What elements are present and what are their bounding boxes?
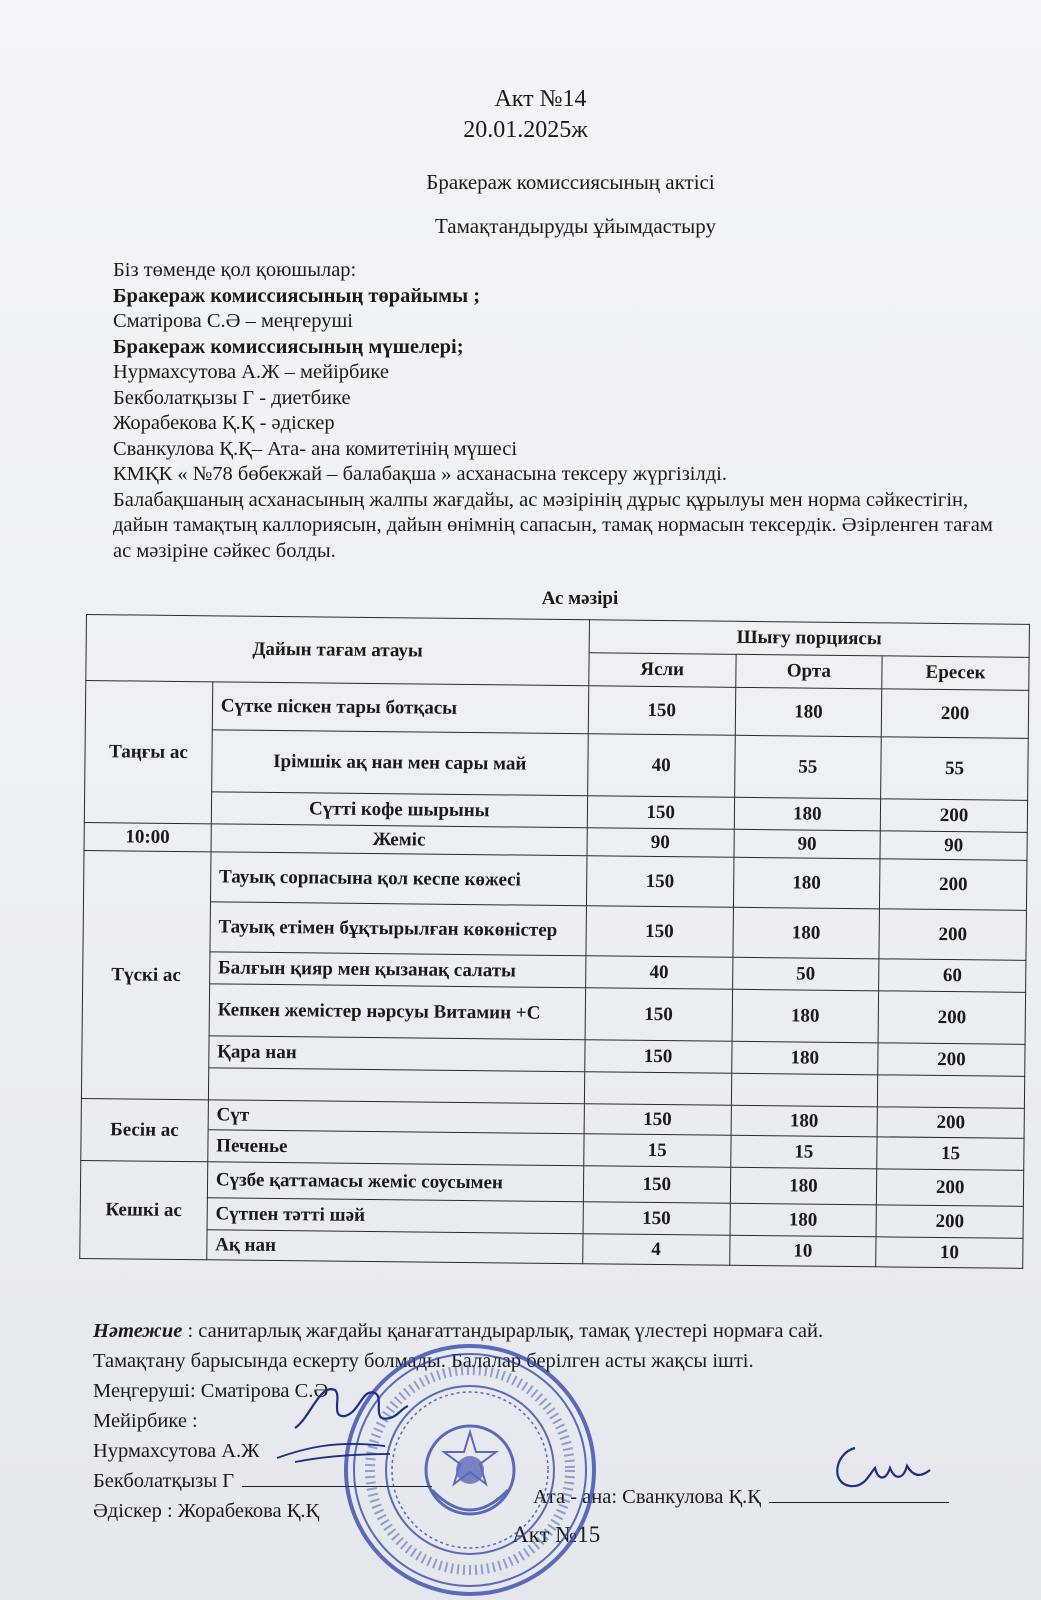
meal-name: Бесін ас bbox=[81, 1098, 208, 1161]
table-row bbox=[85, 728, 1029, 800]
meal-name: Кешкі ас bbox=[80, 1160, 208, 1259]
nurse-signatory: Нурмахсутова А.Ж bbox=[93, 1440, 260, 1462]
next-act-title: Акт №15 bbox=[512, 1522, 601, 1547]
dish-name: Ақ нан bbox=[207, 1230, 583, 1264]
member-item: Сванкулова Қ.Қ– Ата- ана комитетінің мүшесі bbox=[113, 437, 518, 460]
inspection-line: КМҚК « №78 бөбекжай – балабақша » асханасына тексеру жүргізілді. bbox=[113, 463, 727, 485]
portion-value: 150 bbox=[583, 1166, 730, 1204]
intro-section bbox=[113, 258, 993, 564]
portion-value: 200 bbox=[878, 1043, 1025, 1077]
portion-value: 200 bbox=[880, 859, 1027, 911]
portion-value: 180 bbox=[731, 1041, 878, 1075]
portion-value bbox=[731, 1073, 878, 1107]
menu-title: Ас мәзірі bbox=[541, 588, 619, 609]
dish-name: Жеміс bbox=[211, 824, 587, 856]
portion-value: 10 bbox=[729, 1235, 876, 1267]
member-item: Нурмахсутова А.Ж – мейірбике bbox=[113, 361, 389, 383]
portion-value bbox=[878, 1075, 1025, 1109]
dish-name: Тауық сорпасына қол кеспе көжесі bbox=[210, 852, 587, 906]
dish-name: Тауық етімен бұқтырылған көкөністер bbox=[210, 902, 587, 956]
dish-name: Сүтті кофе шырыны bbox=[211, 792, 587, 828]
dish-name bbox=[208, 1068, 584, 1104]
portion-value: 50 bbox=[732, 957, 879, 991]
portion-value: 40 bbox=[588, 734, 735, 798]
portion-value: 150 bbox=[586, 906, 733, 958]
chair-heading: Бракераж комиссиясының төрайымы ; bbox=[113, 284, 481, 307]
member-item: Бекболатқызы Г - диетбике bbox=[113, 386, 351, 409]
portion-value: 150 bbox=[586, 856, 733, 908]
portion-value: 180 bbox=[730, 1203, 877, 1237]
intro-line: Біз төменде қол қоюшылар: bbox=[113, 259, 357, 281]
head-signatory: Меңгеруші: Сматірова С.Ә bbox=[93, 1380, 329, 1402]
portion-value: 200 bbox=[878, 991, 1025, 1045]
dish-name: Кепкен жемістер нәрсуы Витамин +С bbox=[209, 984, 586, 1040]
signature-line bbox=[769, 1502, 949, 1503]
act-topic: Тамақтандыруды ұйымдастыру bbox=[435, 214, 716, 238]
chair-name: Сматірова С.Ә – меңгеруші bbox=[113, 310, 353, 332]
portion-value: 150 bbox=[585, 1040, 732, 1074]
dish-name: Ірімшік ақ нан мен сары май bbox=[211, 730, 588, 796]
portion-value: 150 bbox=[585, 988, 732, 1042]
dish-name: Печенье bbox=[208, 1130, 584, 1166]
meal-name: Түскі ас bbox=[81, 850, 210, 1099]
group-header-senior: Ересек bbox=[882, 656, 1029, 691]
portion-value: 180 bbox=[731, 1105, 878, 1137]
methodist-signatory: Әдіскер : Жорабекова Қ.Қ bbox=[93, 1500, 320, 1522]
dish-name: Қара нан bbox=[209, 1036, 585, 1072]
portion-value: 15 bbox=[877, 1137, 1024, 1171]
portion-column-header: Шығу порциясы bbox=[589, 620, 1029, 658]
parent-signatory: Ата - ана: Сванкулова Қ.Қ bbox=[533, 1486, 761, 1508]
portion-value: 150 bbox=[584, 1104, 731, 1136]
portion-value: 180 bbox=[730, 1167, 877, 1205]
portion-value: 200 bbox=[877, 1169, 1024, 1207]
portion-value: 180 bbox=[732, 989, 879, 1043]
portion-value bbox=[584, 1072, 731, 1106]
portion-value: 150 bbox=[587, 796, 734, 830]
menu-table bbox=[79, 614, 1030, 1269]
members-heading: Бракераж комиссиясының мүшелері; bbox=[113, 335, 464, 358]
portion-value: 15 bbox=[584, 1134, 731, 1168]
portion-value: 15 bbox=[730, 1135, 877, 1169]
meal-name: Таңғы ас bbox=[84, 681, 212, 824]
dish-name: Балғын қияр мен қызанақ салаты bbox=[209, 952, 585, 988]
parent-signature bbox=[825, 1438, 935, 1498]
portion-value: 55 bbox=[734, 735, 881, 799]
portion-value: 60 bbox=[879, 959, 1026, 993]
act-title: Акт №14 bbox=[494, 86, 587, 112]
portion-value: 90 bbox=[880, 831, 1027, 861]
dish-column-header: Дайын тағам атауы bbox=[86, 615, 590, 686]
conclusion-text: : санитарлық жағдайы қанағаттандырарлық, тамақ үлестері нормаға сай. bbox=[182, 1320, 824, 1342]
dietitian-signatory: Бекболатқызы Г bbox=[93, 1470, 235, 1492]
portion-value: 200 bbox=[877, 1107, 1024, 1139]
portion-value: 150 bbox=[583, 1202, 730, 1236]
portion-value: 90 bbox=[734, 829, 881, 859]
portion-value: 200 bbox=[881, 689, 1028, 739]
portion-value: 90 bbox=[587, 828, 734, 858]
portion-value: 150 bbox=[588, 686, 735, 736]
portion-value: 200 bbox=[881, 799, 1028, 833]
portion-value: 180 bbox=[733, 907, 880, 959]
conclusion-line-2: Тамақтану барысында ескерту болмады. Балалар берілген асты жақсы ішті. bbox=[93, 1350, 754, 1372]
portion-value: 10 bbox=[876, 1237, 1023, 1269]
portion-value: 200 bbox=[876, 1205, 1023, 1239]
dish-name: Сүтпен тәтті шәй bbox=[207, 1198, 583, 1234]
portion-value: 200 bbox=[879, 909, 1026, 961]
portion-value: 180 bbox=[735, 687, 882, 737]
act-subtitle: Бракераж комиссиясының актісі bbox=[426, 170, 715, 194]
nurse-label: Мейірбике : bbox=[93, 1410, 198, 1432]
member-item: Жорабекова Қ.Қ - әдіскер bbox=[113, 412, 335, 434]
dietitian-signature bbox=[275, 1428, 395, 1468]
portion-value: 180 bbox=[734, 797, 881, 831]
group-header-middle: Орта bbox=[735, 654, 882, 689]
meal-name: 10:00 bbox=[84, 822, 211, 851]
portion-value: 180 bbox=[733, 857, 880, 909]
dish-name: Сүтке піскен тары ботқасы bbox=[212, 682, 589, 734]
inspection-paragraph: Балабақшаның асханасының жалпы жағдайы, ас мәзірінің дұрыс құрылуы мен норма сәйкестігін, дайын тамақтың каллориясын, дайын өнімнің сапасын, тамақ нормасын тексердік. Әзірленген тағам ас мәзіріне сәйкес болды. bbox=[113, 488, 993, 562]
dish-name: Сүзбе қаттамасы жеміс соусымен bbox=[207, 1162, 583, 1202]
portion-value: 55 bbox=[881, 737, 1028, 801]
group-header-nursery: Ясли bbox=[589, 653, 736, 688]
conclusion-label: Нәтежие bbox=[93, 1320, 183, 1342]
emblem-icon bbox=[426, 1426, 514, 1514]
dish-name: Сүт bbox=[208, 1100, 584, 1134]
portion-value: 4 bbox=[583, 1234, 730, 1266]
act-date: 20.01.2025ж bbox=[463, 117, 588, 143]
portion-value: 40 bbox=[586, 956, 733, 990]
